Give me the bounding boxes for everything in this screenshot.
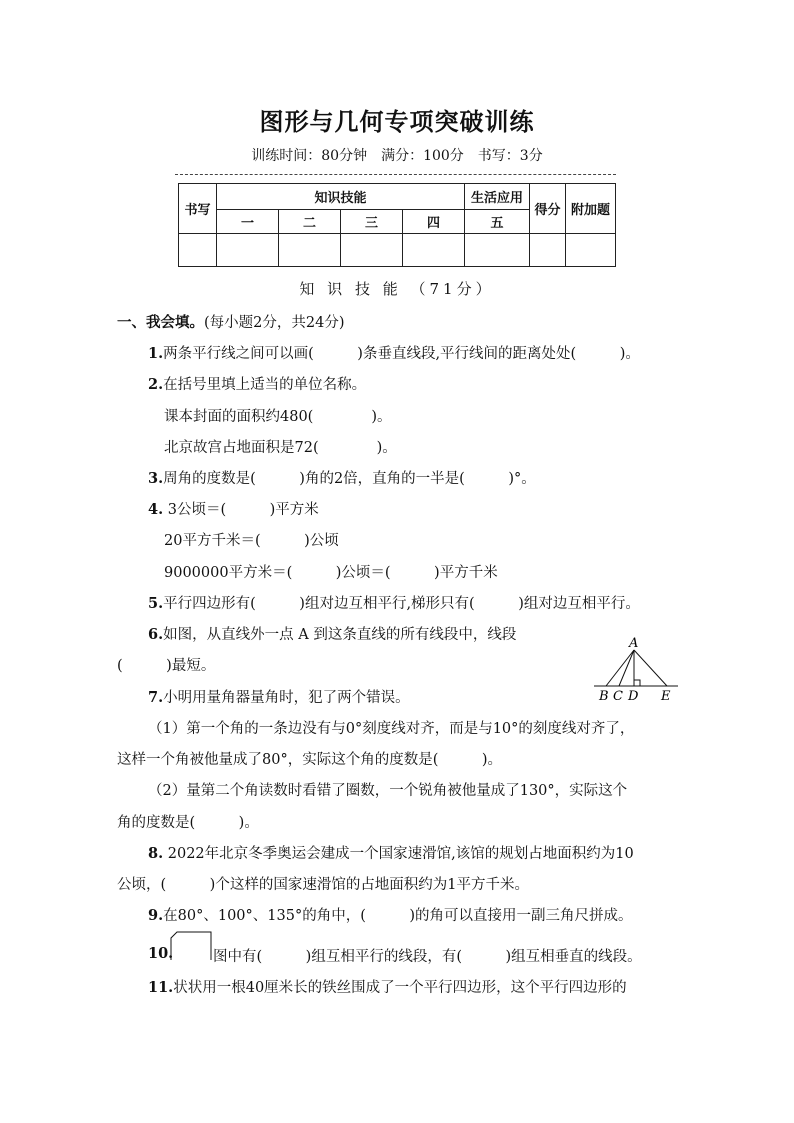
part1-heading-row (117, 311, 345, 332)
question-8 (148, 842, 634, 863)
figure-label-c: C (613, 689, 623, 704)
question-8b: 公顷，( )个这样的国家速滑馆的占地面积约为1平方千米。 (117, 877, 530, 893)
question-6 (148, 623, 516, 644)
question-text: 2022年北京冬季奥运会建成一个国家速滑馆,该馆的规划占地面积约为10 (163, 846, 634, 862)
question-text: 两条平行线之间可以画( )条垂直线段,平行线间的距离处处( )。 (163, 346, 640, 362)
part1-note: (每小题2分，共24分) (204, 315, 345, 331)
score-col-4: 四 (403, 210, 465, 234)
question-number: 1. (148, 345, 164, 362)
question-2a: 课本封面的面积约480( )。 (164, 409, 392, 425)
question-6b: ( )最短。 (117, 658, 216, 674)
question-number: 3. (148, 470, 164, 487)
dashed-divider (175, 174, 616, 175)
part1-heading: 一、我会填。 (117, 314, 204, 331)
question-4 (148, 498, 319, 519)
question-3 (148, 467, 536, 488)
question-5 (148, 592, 640, 613)
score-cell[interactable] (341, 234, 403, 267)
question-2 (148, 373, 366, 394)
question-4b: 20平方千米＝( )公顷 (164, 533, 339, 549)
score-cell[interactable] (530, 234, 566, 267)
question-number: 8. (148, 845, 164, 862)
section-title: 知 识 技 能 （71分） (299, 280, 495, 298)
right-trapezoid-figure (169, 930, 213, 962)
page-title: 图形与几何专项突破训练 (259, 107, 535, 136)
question-text: 状状用一根40厘米长的铁丝围成了一个平行四边形，这个平行四边形的 (173, 980, 627, 996)
question-number: 6. (148, 626, 164, 643)
question-text: 3公顷＝( )平方米 (163, 502, 319, 518)
question-number: 7. (148, 689, 164, 706)
figure-label-d: D (628, 689, 639, 704)
score-col-2: 二 (279, 210, 341, 234)
question-number: 11. (148, 979, 174, 996)
score-cell[interactable] (465, 234, 530, 267)
score-header-zhishi: 知识技能 (217, 184, 465, 210)
question-number: 4. (148, 501, 164, 518)
score-col-3: 三 (341, 210, 403, 234)
score-col-1: 一 (217, 210, 279, 234)
question-text: 在括号里填上适当的单位名称。 (163, 377, 367, 393)
figure-label-e: E (661, 689, 671, 704)
question-1 (148, 342, 640, 363)
question-text: 小明用量角器量角时，犯了两个错误。 (163, 690, 410, 706)
question-11 (148, 976, 627, 997)
score-cell[interactable] (179, 234, 217, 267)
question-4c: 9000000平方米＝( )公顷＝( )平方千米 (164, 565, 498, 581)
perpendicular-segment-figure (594, 634, 684, 704)
question-7a-line1: （1）第一个角的一条边没有与0°刻度线对齐，而是与10°的刻度线对齐了， (148, 721, 635, 737)
question-text: 平行四边形有( )组对边互相平行,梯形只有( )组对边互相平行。 (163, 596, 640, 612)
score-header-defen: 得分 (530, 184, 566, 234)
score-header-fujia: 附加题 (566, 184, 616, 234)
question-number: 9. (148, 907, 164, 924)
page-subtitle: 训练时间：80分钟 满分：100分 书写：3分 (251, 148, 543, 164)
score-cell[interactable] (403, 234, 465, 267)
question-text: 在80°、100°、135°的角中，( )的角可以直接用一副三角尺拼成。 (163, 908, 633, 924)
figure-label-b: B (599, 689, 609, 704)
question-text: 周角的度数是( )角的2倍，直角的一半是( )°。 (163, 471, 536, 487)
question-number: 2. (148, 376, 164, 393)
score-cell[interactable] (279, 234, 341, 267)
score-header-shuxie: 书写 (179, 184, 217, 234)
score-table (178, 183, 616, 267)
question-10-text: 图中有( )组互相平行的线段，有( )组互相垂直的线段。 (213, 949, 642, 965)
question-7a-line2: 这样一个角被他量成了80°，实际这个角的度数是( )。 (117, 752, 503, 768)
score-cell[interactable] (566, 234, 616, 267)
question-7 (148, 686, 410, 707)
question-number: 5. (148, 595, 164, 612)
question-7b-line2: 角的度数是( )。 (117, 815, 259, 831)
score-header-shenghuo: 生活应用 (465, 184, 530, 210)
question-9 (148, 904, 633, 925)
question-number: 10. (148, 945, 174, 962)
question-7b-line1: （2）量第二个角读数时看错了圈数，一个锐角被他量成了130°，实际这个 (148, 783, 628, 799)
score-cell[interactable] (217, 234, 279, 267)
figure-label-a: A (629, 636, 639, 651)
score-col-5: 五 (465, 210, 530, 234)
question-2b: 北京故宫占地面积是72( )。 (164, 440, 397, 456)
question-text: 如图，从直线外一点 A 到这条直线的所有线段中，线段 (163, 627, 517, 643)
